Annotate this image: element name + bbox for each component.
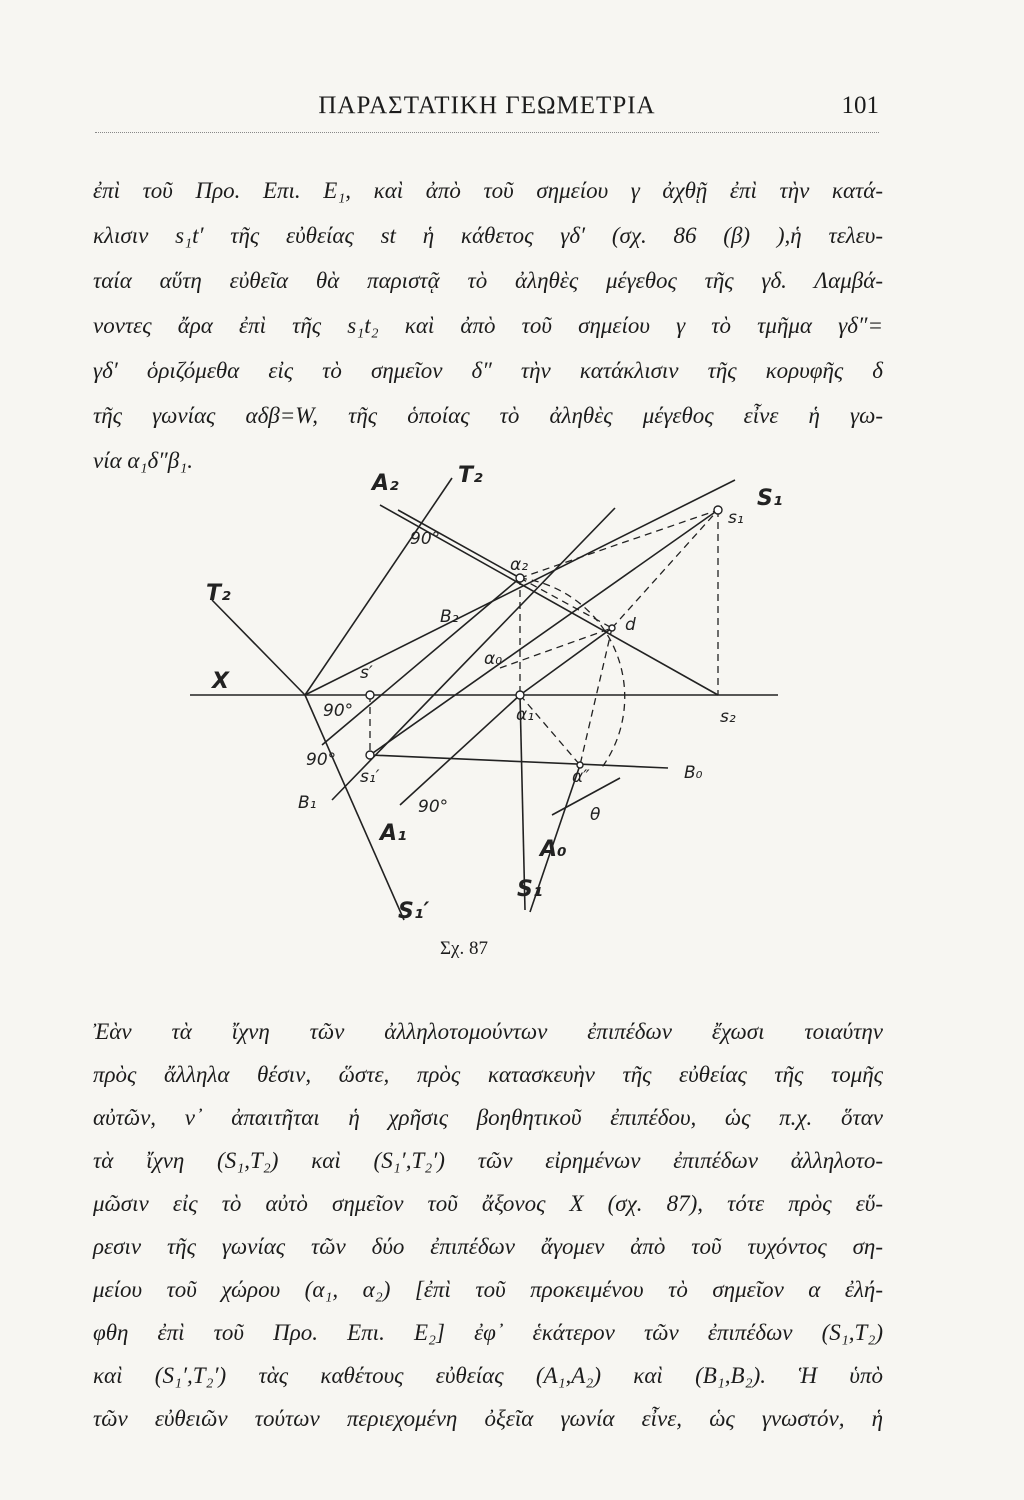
text-line: πρὸς ἄλληλα θέσιν, ὥστε, πρὸς κατασκευὴν τῆς εὐθείας τῆς τομῆς	[93, 1062, 883, 1087]
label-angle-mid: 90°	[418, 797, 449, 817]
label-s-prime: s′	[360, 663, 373, 683]
line-a1-d	[520, 628, 612, 695]
point-d	[609, 625, 615, 631]
label-angle-top: 90°	[410, 529, 441, 549]
text-line: Ἐὰν τὰ ἴχνη τῶν ἀλληλοτομούντων ἐπιπέδων ἔχωσι τοιαύτην	[93, 1019, 883, 1044]
label-S1-right: S₁	[757, 486, 783, 511]
text-line: τῆς γωνίας αδβ=W, τῆς ὁποίας τὸ ἀληθὲς μέγεθος εἶνε ἡ γω-	[93, 403, 883, 428]
geometry-figure	[185, 455, 785, 940]
text-line: μείου τοῦ χώρου (α₁, α₂) [ἐπὶ τοῦ προκειμένου τὸ σημεῖον α ἐλή-	[93, 1277, 883, 1302]
point-s1-prime	[366, 751, 374, 759]
label-angle-x: 90°	[323, 701, 354, 721]
text-line: ταία αὕτη εὐθεῖα θὰ παριστᾷ τὸ ἀληθὲς μέγεθος τῆς γδ. Λαμβά-	[93, 268, 883, 293]
label-theta: θ	[590, 805, 601, 825]
label-T2-top: T₂	[458, 463, 483, 488]
dashed-a0-d	[500, 628, 612, 668]
text-line: τῶν εὐθειῶν τούτων περιεχομένη ὀξεῖα γωνία εἶνε, ὡς γνωστόν, ἡ	[93, 1406, 883, 1431]
text-line: τὰ ἴχνη (S₁,T₂) καὶ (S₁′,T₂′) τῶν εἰρημένων ἐπιπέδων ἀλληλοτο-	[93, 1148, 883, 1173]
trace-S1-prime-line	[305, 695, 404, 920]
solid-lines	[190, 478, 778, 920]
dashed-d-S1	[612, 510, 718, 628]
label-a2: α₂	[510, 555, 529, 575]
text-line: ἐπὶ τοῦ Προ. Επι. E₁, καὶ ἀπὸ τοῦ σημείου γ ἀχθῇ ἐπὶ τὴν κατά-	[93, 178, 883, 203]
text-line: αὐτῶν, ν᾽ ἀπαιτῆται ἡ χρῆσις βοηθητικοῦ ἐπιπέδου, ὡς π.χ. ὅταν	[93, 1105, 883, 1130]
label-d: d	[625, 615, 636, 635]
text-line: φθη ἐπὶ τοῦ Προ. Επι. E₂] ἐφ᾽ ἑκάτερον τῶν ἐπιπέδων (S₁,T₂)	[93, 1320, 883, 1345]
page-header	[95, 92, 879, 133]
label-s2: s₂	[720, 707, 736, 727]
label-B0: B₀	[684, 763, 703, 783]
label-s1-point: s₁	[728, 508, 744, 528]
label-X: X	[212, 669, 229, 694]
running-title: ΠΑΡΑΣΤΑΤΙΚΗ ΓΕΩΜΕΤΡΙΑ	[318, 92, 656, 119]
figure-caption: Σχ. 87	[440, 938, 488, 959]
label-A2: A₂	[372, 471, 399, 496]
paragraph-top	[93, 168, 883, 483]
text-line: κλισιν s₁t′ τῆς εὐθείας st ἡ κάθετος γδ′ (σχ. 86 (β) ),ἡ τελευ-	[93, 223, 883, 248]
label-S1-prime-bottom: S₁′	[398, 899, 430, 924]
dashed-lines	[370, 510, 718, 770]
label-s1-prime: s₁′	[360, 767, 380, 787]
label-B2: B₂	[440, 607, 459, 627]
text-line: νία α₁δ″β₁.	[93, 448, 193, 473]
label-angle-left: 90°	[306, 750, 337, 770]
trace-T2-line	[305, 478, 452, 695]
label-B1: B₁	[298, 793, 317, 813]
label-a1: α₁	[516, 705, 535, 725]
dashed-arc	[520, 578, 625, 770]
point-s-prime	[366, 691, 374, 699]
label-A0: A₀	[540, 837, 567, 862]
line-B0	[370, 755, 668, 768]
page-number: 101	[841, 92, 879, 119]
label-A1: A₁	[380, 821, 407, 846]
text-line: καὶ (S₁′,T₂′) τὰς καθέτους εὐθείας (A₁,A₂) καὶ (B₁,B₂). Ἡ ὑπὸ	[93, 1363, 883, 1388]
label-a-dprime: α″	[572, 767, 590, 787]
text-line: μῶσιν εἰς τὸ αὐτὸ σημεῖον τοῦ ἄξονος X (σχ. 87), τότε πρὸς εὕ-	[93, 1191, 883, 1216]
label-S1-bottom: S₁	[517, 877, 543, 902]
point-a2	[516, 574, 524, 582]
label-a0: α₀	[484, 649, 503, 669]
dashed-a2-d	[520, 578, 612, 628]
text-line: γδ′ ὁριζόμεθα εἰς τὸ σημεῖον δ″ τὴν κατάκλισιν τῆς κορυφῆς δ	[93, 358, 883, 383]
text-line: νοντες ἄρα ἐπὶ τῆς s₁t₂ καὶ ἀπὸ τοῦ σημείου γ τὸ τμῆμα γδ″=	[93, 313, 883, 338]
point-a1	[516, 691, 524, 699]
label-T2-left: T₂	[206, 581, 231, 606]
paragraph-bottom	[93, 1010, 883, 1440]
text-line: ρεσιν τῆς γωνίας τῶν δύο ἐπιπέδων ἄγομεν ἀπὸ τοῦ τυχόντος ση-	[93, 1234, 883, 1259]
point-s1	[714, 506, 722, 514]
